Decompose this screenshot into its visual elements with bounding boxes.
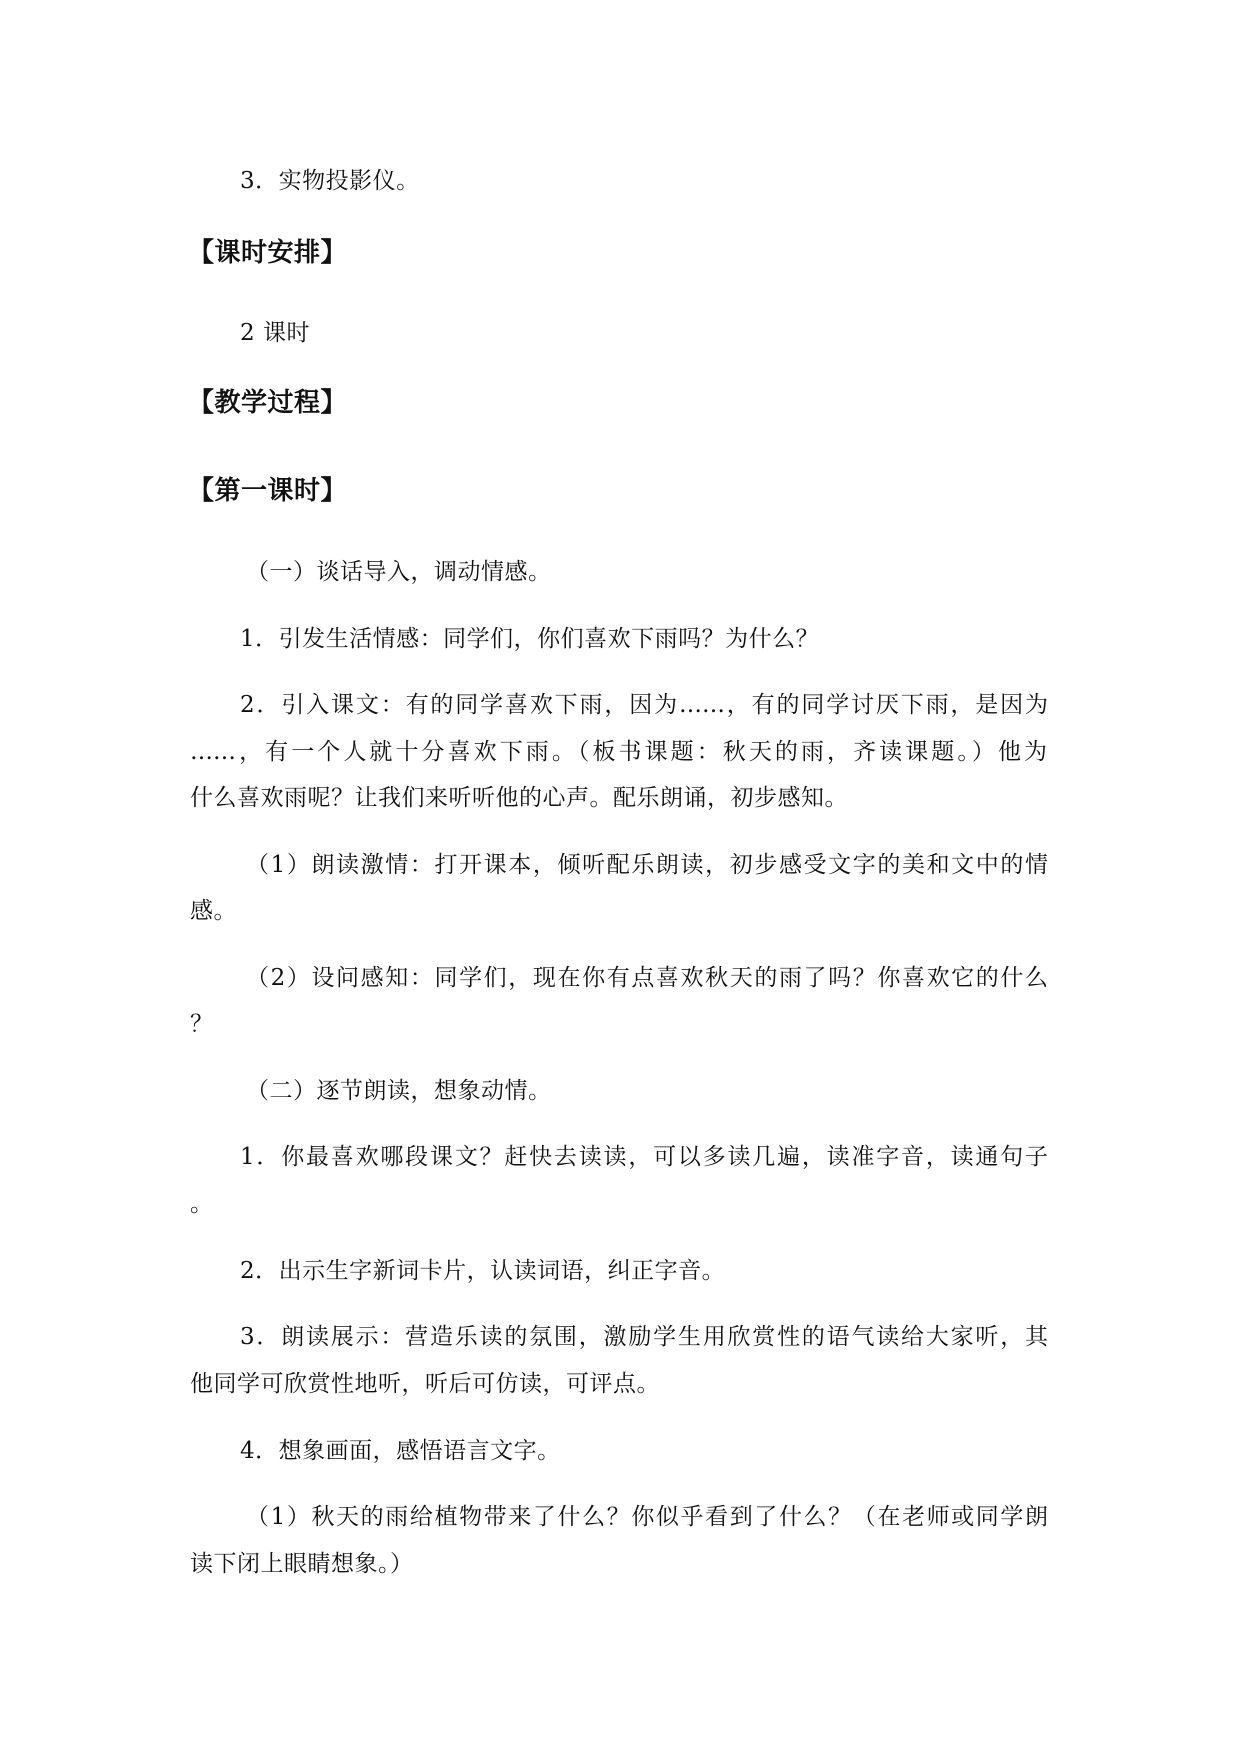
paragraph-item-1: 1．引发生活情感：同学们，你们喜欢下雨吗？为什么？ bbox=[240, 626, 820, 652]
paragraph-read-3-line-1: 3．朗读展示：营造乐读的氛围，激励学生用欣赏性的语气读给大家听，其 bbox=[240, 1324, 1048, 1350]
section-heading-first-lesson: 【第一课时】 bbox=[188, 476, 348, 506]
paragraph-sub-2-line-2: ？ bbox=[190, 1011, 214, 1037]
paragraph-read-3-line-2: 他同学可欣赏性地听，听后可仿读，可评点。 bbox=[190, 1371, 660, 1397]
paragraph-item-2-line-3: 什么喜欢雨呢？让我们来听听他的心声。配乐朗诵，初步感知。 bbox=[190, 785, 848, 811]
paragraph-imagine-1-line-1: （1）秋天的雨给植物带来了什么？你似乎看到了什么？（在老师或同学朗 bbox=[246, 1504, 1048, 1530]
paragraph-sub-1-line-1: （1）朗读激情：打开课本，倾听配乐朗读，初步感受文字的美和文中的情 bbox=[246, 852, 1048, 878]
paragraph-class-hours: 2 课时 bbox=[240, 320, 310, 346]
list-item-projector: 3．实物投影仪。 bbox=[240, 168, 420, 194]
paragraph-sub-2-line-1: （2）设问感知：同学们，现在你有点喜欢秋天的雨了吗？你喜欢它的什么 bbox=[246, 965, 1048, 991]
section-heading-process: 【教学过程】 bbox=[188, 388, 348, 418]
paragraph-read-1-line-2: 。 bbox=[190, 1191, 214, 1217]
paragraph-item-2-line-2: ……，有一个人就十分喜欢下雨。（板书课题：秋天的雨，齐读课题。）他为 bbox=[190, 739, 1047, 765]
paragraph-read-4: 4．想象画面，感悟语言文字。 bbox=[240, 1438, 561, 1464]
paragraph-imagine-1-line-2: 读下闭上眼睛想象。） bbox=[190, 1551, 414, 1577]
subheading-reading: （二）逐节朗读，想象动情。 bbox=[246, 1078, 552, 1104]
paragraph-sub-1-line-2: 感。 bbox=[190, 898, 237, 924]
paragraph-read-1-line-1: 1．你最喜欢哪段课文？赶快去读读，可以多读几遍，读准字音，读通句子 bbox=[240, 1144, 1048, 1170]
section-heading-schedule: 【课时安排】 bbox=[188, 238, 348, 268]
paragraph-read-2: 2．出示生字新词卡片，认读词语，纠正字音。 bbox=[240, 1258, 726, 1284]
subheading-intro: （一）谈话导入，调动情感。 bbox=[246, 559, 552, 585]
paragraph-item-2-line-1: 2．引入课文：有的同学喜欢下雨，因为……，有的同学讨厌下雨，是因为 bbox=[240, 692, 1048, 718]
